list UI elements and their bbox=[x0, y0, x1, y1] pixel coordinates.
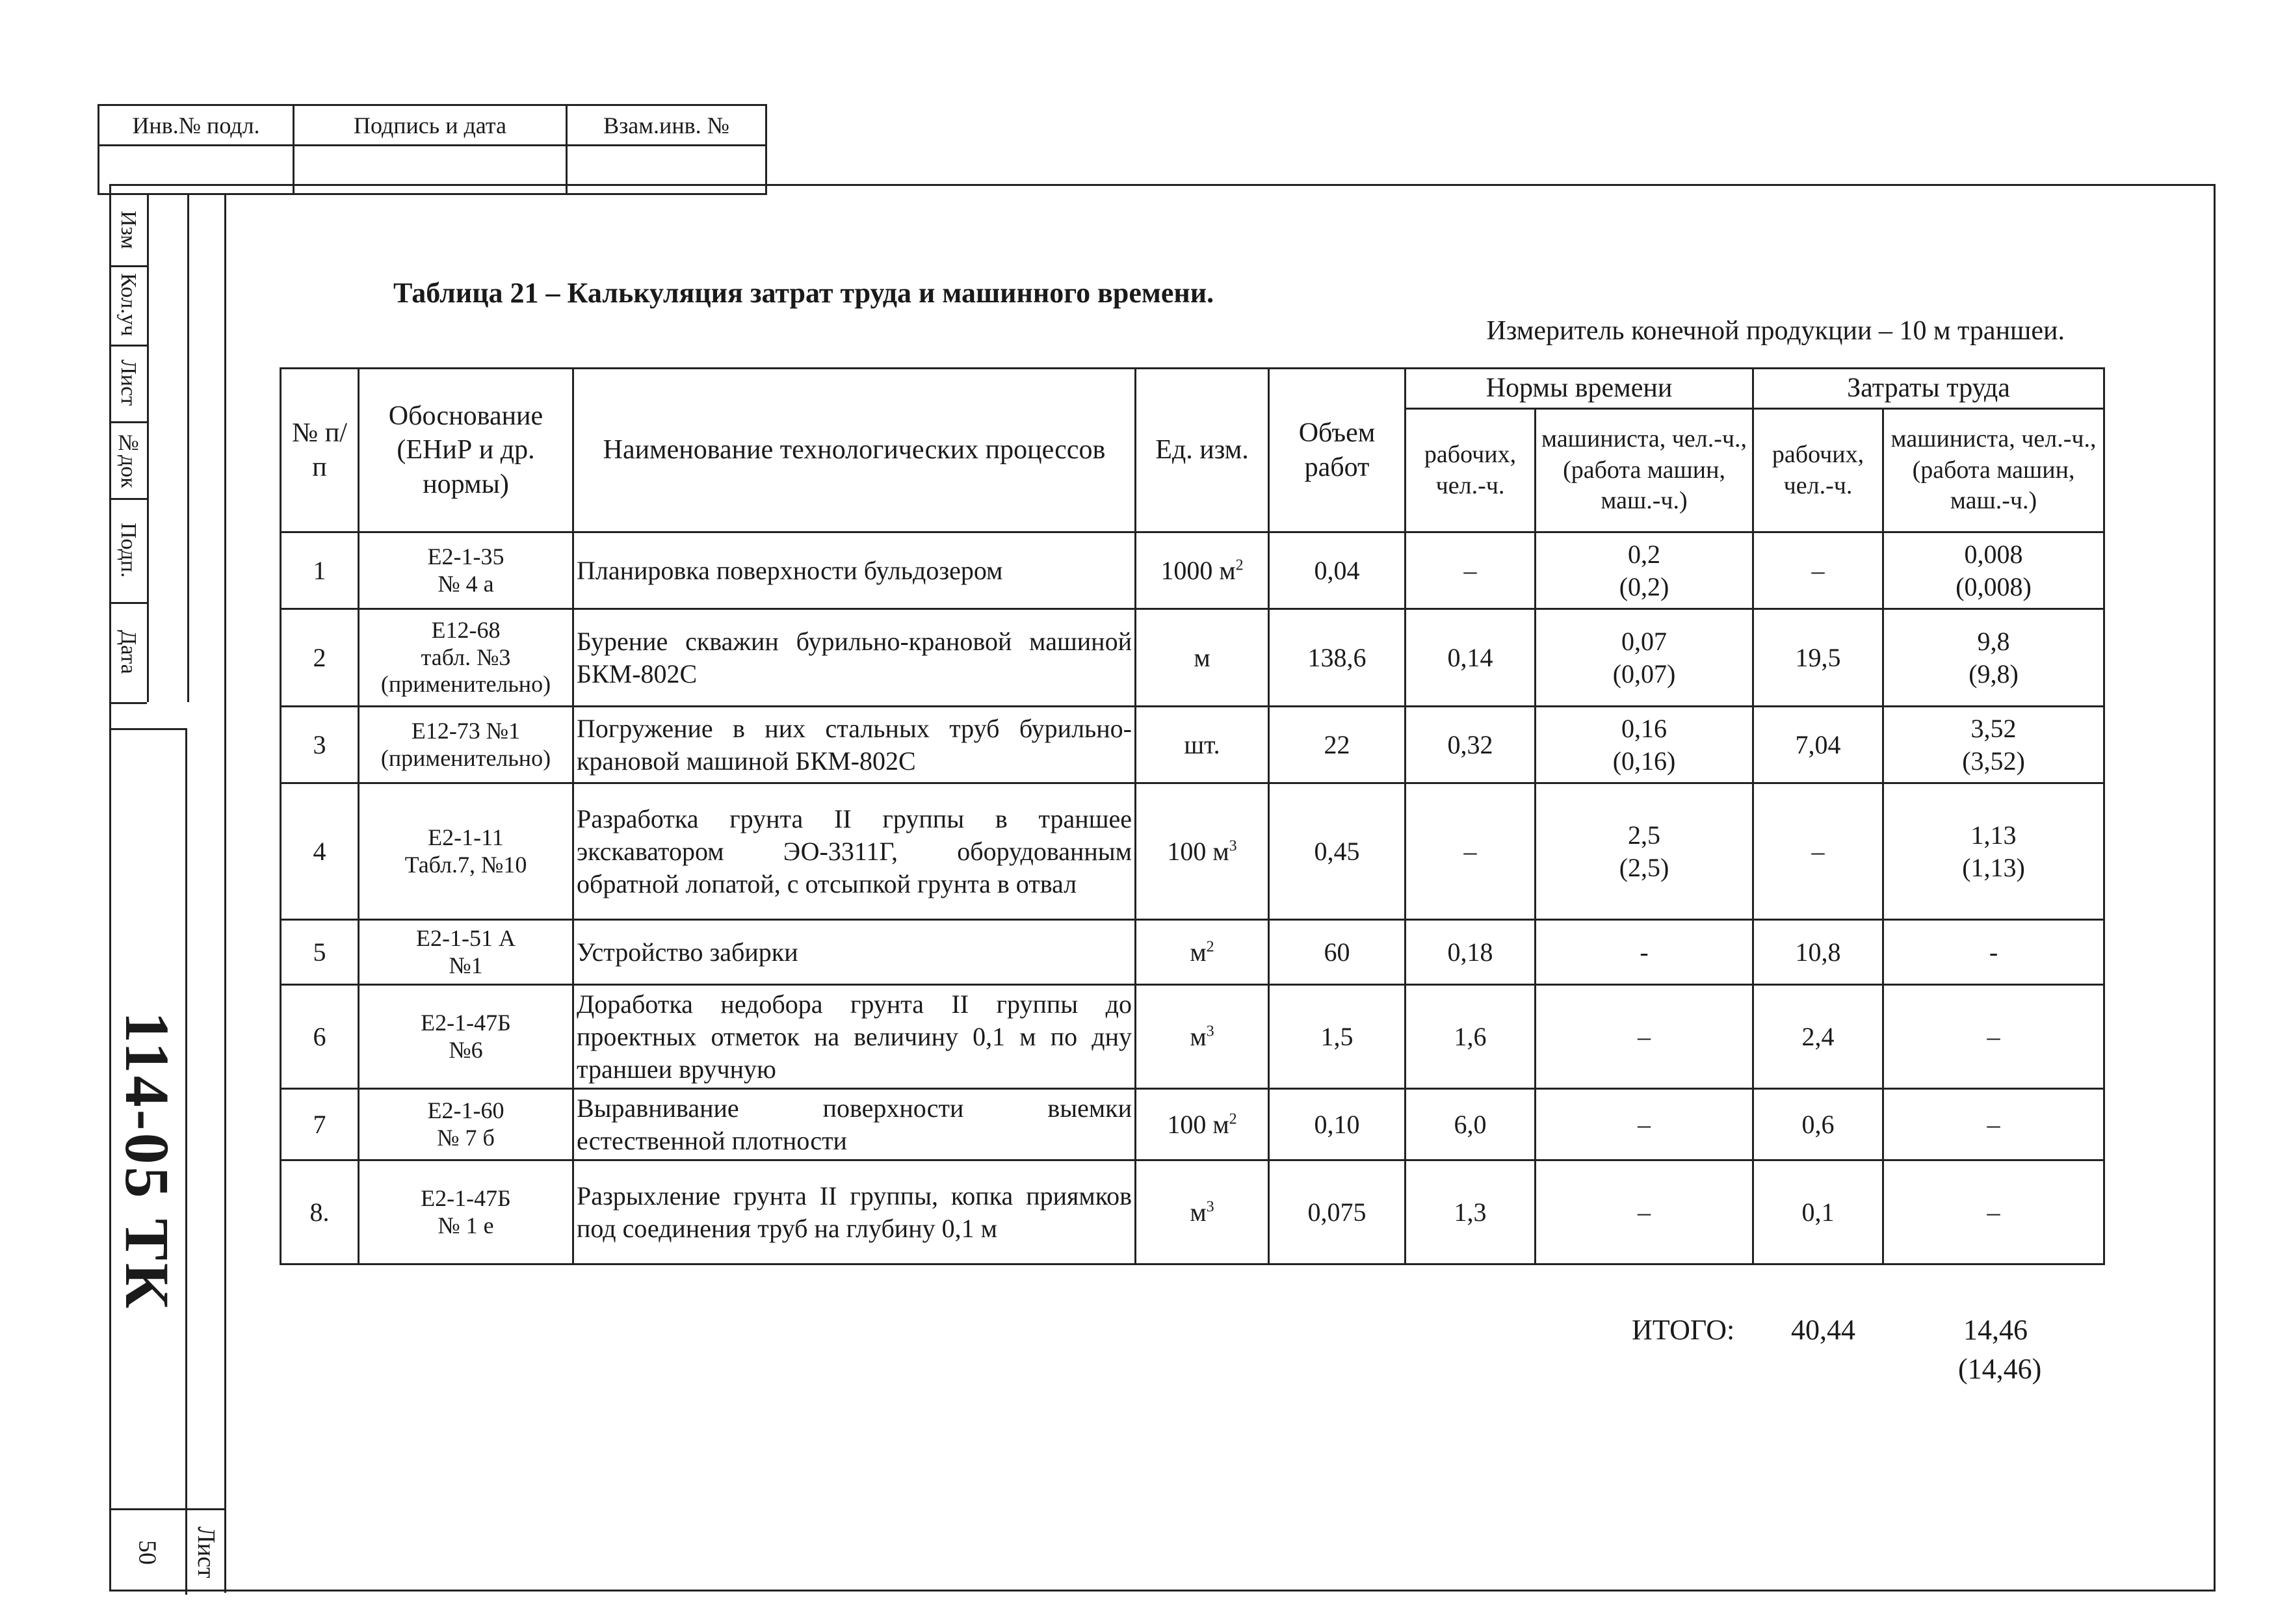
totals-label: ИТОГО: bbox=[1632, 1314, 1735, 1346]
unit-exponent: 2 bbox=[1229, 1110, 1237, 1128]
cell-labor-machinist bbox=[1883, 920, 2104, 985]
value-line-paren: (0,008) bbox=[1955, 571, 2032, 601]
cell-norm-machinist bbox=[1536, 985, 1753, 1089]
value-line-paren: (3,52) bbox=[1962, 746, 2025, 776]
approval-stamp bbox=[98, 104, 767, 195]
strip-cell-izm: Изм bbox=[109, 195, 147, 267]
cell-num: 4 bbox=[281, 783, 359, 920]
strip-cell-kolch: Кол.уч bbox=[109, 265, 147, 347]
col-header-num: № п/п bbox=[281, 369, 359, 532]
cell-num: 3 bbox=[281, 707, 359, 783]
cell-volume: 0,10 bbox=[1269, 1089, 1406, 1160]
table-row bbox=[281, 707, 2104, 783]
cell-basis bbox=[359, 1089, 573, 1160]
cell-process-name: Устройство забирки bbox=[573, 920, 1136, 985]
cell-labor-workers: 0,6 bbox=[1753, 1089, 1883, 1160]
sheet-number: 50 bbox=[109, 1510, 187, 1595]
basis-line: Е2-1-35 bbox=[427, 544, 504, 570]
cell-unit bbox=[1136, 707, 1269, 783]
value-line: - bbox=[1640, 937, 1649, 967]
table-row bbox=[281, 532, 2104, 609]
cell-norm-machinist bbox=[1536, 707, 1753, 783]
cell-basis bbox=[359, 707, 573, 783]
revision-columns bbox=[109, 195, 226, 702]
value-line-paren: (2,5) bbox=[1619, 852, 1669, 882]
value-line: 0,2 bbox=[1628, 539, 1660, 569]
cell-labor-machinist bbox=[1883, 707, 2104, 783]
cell-volume: 0,04 bbox=[1269, 532, 1406, 609]
col-header-basis: Обоснование (ЕНиР и др. нормы) bbox=[359, 369, 573, 532]
value-line: 2,5 bbox=[1628, 820, 1660, 850]
cell-unit bbox=[1136, 783, 1269, 920]
strip-cell-list: Лист bbox=[109, 345, 147, 423]
col-header-labor-workers: рабочих, чел.-ч. bbox=[1753, 409, 1883, 532]
cell-process-name: Погружение в них стальных труб бурильно-крановой машиной БКМ-802С bbox=[573, 707, 1136, 783]
totals-machinist: 14,46 bbox=[1963, 1314, 2028, 1346]
cell-unit bbox=[1136, 1089, 1269, 1160]
value-line-paren: (1,13) bbox=[1962, 852, 2025, 882]
value-line: – bbox=[1987, 1021, 2000, 1051]
strip-cell-podp: Подп. bbox=[109, 498, 147, 604]
value-line: 0,07 bbox=[1621, 626, 1667, 656]
cell-norm-machinist bbox=[1536, 783, 1753, 920]
cell-norm-workers: 1,6 bbox=[1406, 985, 1536, 1089]
col-header-norms: Нормы времени bbox=[1406, 369, 1753, 409]
unit-exponent: 3 bbox=[1229, 837, 1237, 855]
cell-unit bbox=[1136, 1160, 1269, 1264]
cell-num: 1 bbox=[281, 532, 359, 609]
cell-labor-workers: 7,04 bbox=[1753, 707, 1883, 783]
value-line: – bbox=[1987, 1109, 2000, 1139]
stamp-inv-header: Инв.№ подл. bbox=[99, 106, 294, 146]
basis-line: Табл.7, №10 bbox=[404, 851, 527, 878]
table-row bbox=[281, 1089, 2104, 1160]
cell-process-name: Доработка недобора грунта II группы до проектных отметок на величину 0,1 м по дну траншеи вручную bbox=[573, 985, 1136, 1089]
binding-strip bbox=[109, 195, 226, 1593]
strip-divider bbox=[187, 195, 189, 702]
cell-norm-machinist bbox=[1536, 609, 1753, 707]
totals-machines: (14,46) bbox=[1958, 1353, 2042, 1385]
cell-norm-machinist bbox=[1536, 532, 1753, 609]
cell-labor-machinist bbox=[1883, 783, 2104, 920]
cell-basis bbox=[359, 783, 573, 920]
basis-line: № 7 б bbox=[437, 1124, 495, 1151]
sheet-label: Лист bbox=[192, 1526, 220, 1578]
basis-line: Е2-1-11 bbox=[428, 824, 504, 851]
cell-num: 7 bbox=[281, 1089, 359, 1160]
value-line: - bbox=[1989, 937, 1998, 967]
table-subtitle: Измеритель конечной продукции – 10 м траншеи. bbox=[1486, 316, 2065, 346]
cell-basis bbox=[359, 609, 573, 707]
sheet-number-block bbox=[109, 1508, 226, 1593]
cell-volume: 138,6 bbox=[1269, 609, 1406, 707]
cell-norm-workers: 0,32 bbox=[1406, 707, 1536, 783]
cell-labor-machinist bbox=[1883, 532, 2104, 609]
table-row bbox=[281, 783, 2104, 920]
col-header-labor: Затраты труда bbox=[1753, 369, 2104, 409]
basis-line: Е2-1-47Б bbox=[421, 1010, 511, 1036]
cell-volume: 0,075 bbox=[1269, 1160, 1406, 1264]
value-line-paren: (9,8) bbox=[1969, 659, 2019, 688]
cell-labor-workers: – bbox=[1753, 783, 1883, 920]
stamp-sign-header: Подпись и дата bbox=[294, 106, 568, 146]
col-header-norm-machinist: машиниста, чел.-ч., (работа машин, маш.-ч.) bbox=[1536, 409, 1753, 532]
table-row bbox=[281, 609, 2104, 707]
col-header-unit: Ед. изм. bbox=[1136, 369, 1269, 532]
unit-exponent: 2 bbox=[1235, 557, 1244, 574]
cell-norm-workers: – bbox=[1406, 783, 1536, 920]
unit-text: шт. bbox=[1184, 729, 1220, 759]
basis-line: табл. №3 bbox=[421, 644, 511, 670]
totals-workers: 40,44 bbox=[1791, 1314, 1855, 1346]
value-line-paren: (0,07) bbox=[1612, 659, 1676, 688]
unit-text: м bbox=[1190, 937, 1207, 967]
cell-num: 5 bbox=[281, 920, 359, 985]
cell-num: 6 bbox=[281, 985, 359, 1089]
value-line: 0,008 bbox=[1964, 539, 2023, 569]
unit-exponent: 3 bbox=[1206, 1198, 1214, 1216]
value-line: – bbox=[1638, 1021, 1651, 1051]
value-line: – bbox=[1638, 1109, 1651, 1139]
cell-norm-workers: 1,3 bbox=[1406, 1160, 1536, 1264]
table-row bbox=[281, 1160, 2104, 1264]
value-line: 9,8 bbox=[1977, 626, 2010, 656]
col-header-volume: Объем работ bbox=[1269, 369, 1406, 532]
cell-norm-workers: 6,0 bbox=[1406, 1089, 1536, 1160]
cell-norm-machinist bbox=[1536, 1160, 1753, 1264]
unit-exponent: 3 bbox=[1206, 1023, 1214, 1040]
strip-cell-ndok: №док bbox=[109, 421, 147, 500]
cell-basis bbox=[359, 1160, 573, 1264]
basis-line: Е12-73 №1 bbox=[411, 718, 521, 744]
table-row bbox=[281, 920, 2104, 985]
strip-divider bbox=[147, 195, 149, 702]
cell-unit bbox=[1136, 920, 1269, 985]
unit-text: м bbox=[1194, 642, 1210, 672]
basis-line: №1 bbox=[449, 952, 483, 978]
cell-volume: 0,45 bbox=[1269, 783, 1406, 920]
basis-line: Е2-1-47Б bbox=[421, 1185, 511, 1212]
basis-line: (применительно) bbox=[380, 671, 551, 698]
cell-volume: 1,5 bbox=[1269, 985, 1406, 1089]
cell-labor-workers: 19,5 bbox=[1753, 609, 1883, 707]
value-line: – bbox=[1987, 1197, 2000, 1227]
cell-norm-workers: 0,14 bbox=[1406, 609, 1536, 707]
cell-volume: 60 bbox=[1269, 920, 1406, 985]
cell-labor-machinist bbox=[1883, 609, 2104, 707]
unit-text: м bbox=[1190, 1021, 1207, 1051]
basis-line: (применительно) bbox=[380, 744, 551, 771]
cell-num: 8. bbox=[281, 1160, 359, 1264]
cell-process-name: Выравнивание поверхности выемки естественной плотности bbox=[573, 1089, 1136, 1160]
value-line: 3,52 bbox=[1970, 713, 2017, 743]
col-header-name: Наименование технологических процессов bbox=[573, 369, 1136, 532]
unit-text: 100 м bbox=[1167, 1109, 1229, 1139]
value-line-paren: (0,2) bbox=[1619, 571, 1669, 601]
cell-labor-workers: – bbox=[1753, 532, 1883, 609]
cell-unit bbox=[1136, 609, 1269, 707]
table-row bbox=[281, 985, 2104, 1089]
cell-labor-machinist bbox=[1883, 985, 2104, 1089]
cell-labor-machinist bbox=[1883, 1160, 2104, 1264]
value-line: 1,13 bbox=[1970, 820, 2017, 850]
unit-text: м bbox=[1190, 1197, 1207, 1227]
cell-unit bbox=[1136, 532, 1269, 609]
cell-basis bbox=[359, 920, 573, 985]
cell-volume: 22 bbox=[1269, 707, 1406, 783]
value-line: – bbox=[1638, 1197, 1651, 1227]
value-line: 0,16 bbox=[1621, 713, 1667, 743]
unit-text: 1000 м bbox=[1160, 555, 1236, 585]
cell-unit bbox=[1136, 985, 1269, 1089]
cell-process-name: Бурение скважин бурильно-крановой машиной БКМ-802С bbox=[573, 609, 1136, 707]
basis-line: № 4 а bbox=[438, 570, 494, 597]
labor-calculation-table bbox=[280, 367, 2105, 1265]
stamp-replace-header: Взам.инв. № bbox=[568, 106, 765, 146]
basis-line: Е2-1-60 bbox=[427, 1097, 504, 1124]
cell-labor-machinist bbox=[1883, 1089, 2104, 1160]
cell-labor-workers: 10,8 bbox=[1753, 920, 1883, 985]
cell-basis bbox=[359, 532, 573, 609]
col-header-norm-workers: рабочих, чел.-ч. bbox=[1406, 409, 1536, 532]
cell-process-name: Разработка грунта II группы в траншее экскаватором ЭО-3311Г, оборудованным обратной лопатой, с отсыпкой грунта в отвал bbox=[573, 783, 1136, 920]
table-title: Таблица 21 – Калькуляция затрат труда и машинного времени. bbox=[393, 277, 1214, 309]
cell-norm-machinist bbox=[1536, 920, 1753, 985]
basis-line: №6 bbox=[449, 1036, 483, 1063]
strip-cell-data: Дата bbox=[109, 602, 147, 704]
cell-basis bbox=[359, 985, 573, 1089]
col-header-labor-machinist: машиниста, чел.-ч., (работа машин, маш.-ч.) bbox=[1883, 409, 2104, 532]
unit-exponent: 2 bbox=[1206, 938, 1214, 956]
cell-process-name: Разрыхление грунта II группы, копка приямков под соединения труб на глубину 0,1 м bbox=[573, 1160, 1136, 1264]
cell-labor-workers: 2,4 bbox=[1753, 985, 1883, 1089]
cell-norm-workers: – bbox=[1406, 532, 1536, 609]
unit-text: 100 м bbox=[1167, 836, 1229, 866]
cell-num: 2 bbox=[281, 609, 359, 707]
basis-line: № 1 е bbox=[438, 1212, 494, 1238]
cell-labor-workers: 0,1 bbox=[1753, 1160, 1883, 1264]
cell-process-name: Планировка поверхности бульдозером bbox=[573, 532, 1136, 609]
basis-line: Е12-68 bbox=[431, 617, 501, 644]
document-code: 114-05 ТК bbox=[109, 728, 187, 1593]
cell-norm-machinist bbox=[1536, 1089, 1753, 1160]
basis-line: Е2-1-51 А bbox=[416, 925, 516, 952]
cell-norm-workers: 0,18 bbox=[1406, 920, 1536, 985]
value-line-paren: (0,16) bbox=[1612, 746, 1676, 776]
